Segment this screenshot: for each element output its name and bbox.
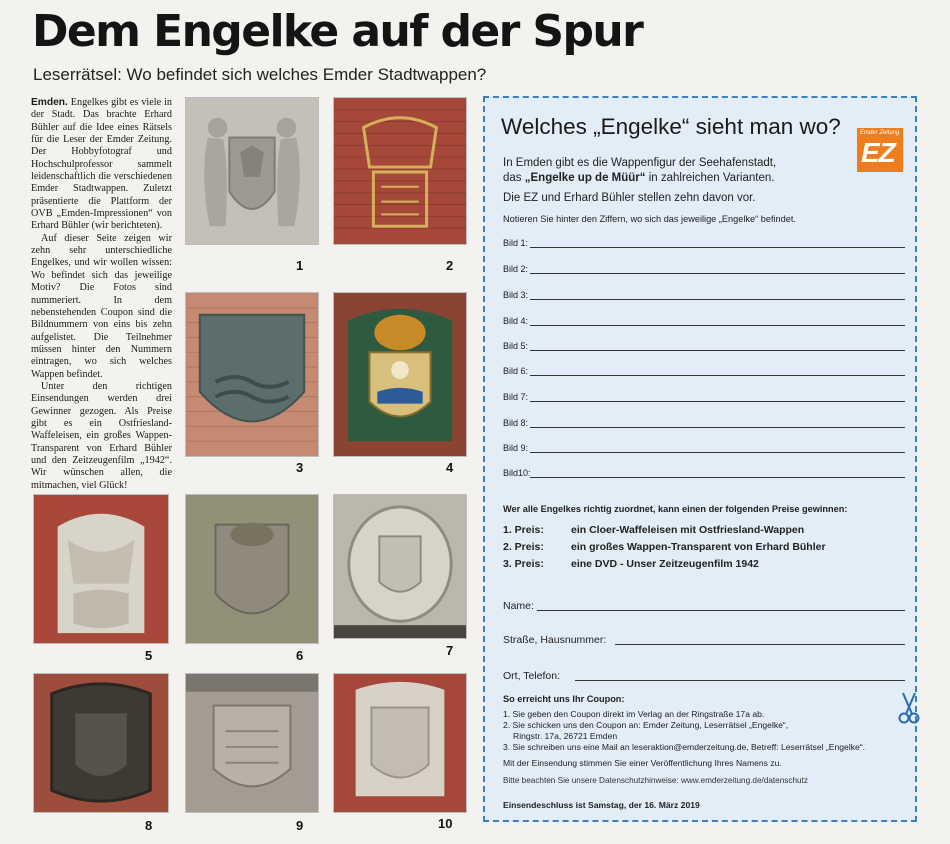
photo-5-winged-relief <box>33 494 169 644</box>
photo-number-4: 4 <box>446 460 454 475</box>
photo-3-bronze-shield <box>185 292 319 457</box>
bild-row-3[interactable] <box>503 284 905 302</box>
intro-pre: das <box>503 172 525 184</box>
prize-text: ein großes Wappen-Transparent von Erhard Bühler <box>571 541 826 553</box>
article-paragraph-2: Auf dieser Seite zeigen wir zehn sehr unterschiedliche Engelkes, und wir wollen wissen: Wo befindet sich das jeweilige Motiv? Die Fotos sind nummeriert. In dem nebenstehenden Coupon sind die Bildnummern von eins bis zehn aufgelistet. Die Teilnehmer müssen hinter den Nummern eintragen, wo sich welches Wappen befindet. <box>31 232 172 380</box>
photo-6-mossy-relief <box>185 494 319 644</box>
prize-label: 3. Preis: <box>503 558 544 570</box>
photo-number-2: 2 <box>446 258 454 273</box>
prize-label: 1. Preis: <box>503 524 544 536</box>
name-label: Name: <box>503 600 534 612</box>
bild-label: Bild 9: <box>503 443 529 453</box>
photo-number-1: 1 <box>296 258 304 273</box>
submission-steps <box>503 709 903 753</box>
answer-line[interactable] <box>530 299 905 300</box>
bild-label: Bild 8: <box>503 418 529 428</box>
photo-10-brick-relief <box>333 673 467 813</box>
subheadline: Leserrätsel: Wo befindet sich welches Emder Stadtwappen? <box>33 65 487 84</box>
city-line[interactable] <box>575 680 905 681</box>
prize-2 <box>503 541 826 553</box>
bild-row-8[interactable] <box>503 412 905 430</box>
bild-row-10[interactable] <box>503 462 905 480</box>
article-paragraph-1 <box>31 97 172 233</box>
bild-row-2[interactable] <box>503 258 905 276</box>
coupon-intro-line-1: In Emden gibt es die Wappenfigur der Seehafenstadt, <box>503 157 777 169</box>
bild-row-1[interactable] <box>503 232 905 250</box>
answer-line[interactable] <box>530 247 905 248</box>
prize-1 <box>503 524 804 536</box>
prize-text: eine DVD - Unser Zeitzeugenfilm 1942 <box>571 558 759 570</box>
photo-number-10: 10 <box>438 816 453 831</box>
intro-bold: „Engelke up de Müür“ <box>524 172 646 184</box>
article-paragraph-3: Unter den richtigen Einsendungen werden drei Gewinner gezogen. Als Preise gibt es ein Ostfriesland-Waffeleisen, ein großes Wappen-Transparent von Erhard Bühler und den Zeitzeugenfilm „1942“. Wir wünschen allen, die mitmachen, viel Glück! <box>31 380 172 491</box>
name-field[interactable] <box>503 596 905 614</box>
photo-2-brick-mosaic <box>333 97 467 245</box>
bild-row-7[interactable] <box>503 386 905 404</box>
ez-logo <box>857 128 903 172</box>
deadline: Einsendeschluss ist Samstag, der 16. März 2019 <box>503 800 700 810</box>
bild-label: Bild 5: <box>503 341 529 351</box>
intro-post: in zahlreichen Varianten. <box>645 172 775 184</box>
street-field[interactable] <box>503 630 905 648</box>
logo-big-text: EZ <box>861 137 895 168</box>
prize-text: ein Cloer-Waffeleisen mit Ostfriesland-Wappen <box>571 524 805 536</box>
photo-number-6: 6 <box>296 648 304 663</box>
photo-number-7: 7 <box>446 643 454 658</box>
city-field[interactable] <box>503 666 905 684</box>
bild-label: Bild 2: <box>503 264 529 274</box>
how-heading: So erreicht uns Ihr Coupon: <box>503 694 625 704</box>
photo-7-round-medallion <box>333 494 467 639</box>
answer-line[interactable] <box>530 427 905 428</box>
bild-row-9[interactable] <box>503 437 905 455</box>
photo-number-3: 3 <box>296 460 304 475</box>
photo-8-dark-cartouche <box>33 673 169 813</box>
prize-3 <box>503 558 759 570</box>
coupon-note: Notieren Sie hinter den Ziffern, wo sich das jeweilige „Engelke“ befindet. <box>503 214 796 224</box>
coupon-intro <box>503 156 776 186</box>
photo-4-colored-crest <box>333 292 467 457</box>
street-label: Straße, Hausnummer: <box>503 634 607 646</box>
step-3: 3. Sie schreiben uns eine Mail an leseraktion@emderzeitung.de, Betreff: Leserrätsel „Engelke“. <box>503 742 866 752</box>
answer-line[interactable] <box>530 401 905 402</box>
bild-label: Bild 4: <box>503 316 529 326</box>
answer-line[interactable] <box>530 273 905 274</box>
answer-line[interactable] <box>530 375 905 376</box>
city-label: Ort, Telefon: <box>503 670 561 682</box>
logo-small-text: Emder Zeitung <box>860 130 900 136</box>
bild-row-4[interactable] <box>503 310 905 328</box>
bild-label: Bild 7: <box>503 392 529 402</box>
coupon-title: Welches „Engelke“ sieht man wo? <box>501 114 841 139</box>
coupon-intro-line-3: Die EZ und Erhard Bühler stellen zehn davon vor. <box>503 192 756 204</box>
dateline: Emden. <box>31 97 68 108</box>
photo-number-8: 8 <box>145 818 153 833</box>
photo-number-9: 9 <box>296 818 304 833</box>
privacy-note: Bitte beachten Sie unsere Datenschutzhinweise: www.emderzeitung.de/datenschutz <box>503 776 808 785</box>
answer-line[interactable] <box>530 477 905 478</box>
bild-row-6[interactable] <box>503 360 905 378</box>
prize-heading: Wer alle Engelkes richtig zuordnet, kann einen der folgenden Preise gewinnen: <box>503 504 848 514</box>
step-2: 2. Sie schicken uns den Coupon an: Emder Zeitung, Leserrätsel „Engelke“, <box>503 720 789 730</box>
answer-line[interactable] <box>530 452 905 453</box>
coupon-intro-line-2 <box>503 171 776 186</box>
bild-label: Bild 6: <box>503 366 529 376</box>
headline: Dem Engelke auf der Spur <box>32 6 643 57</box>
prize-label: 2. Preis: <box>503 541 544 553</box>
article-p1-text: Engelkes gibt es viele in der Stadt. Das brachte Erhard Bühler auf die Idee eines Rätsels für die Leser der Emder Zeitung. Der Hobbyfotograf und Hochschulprofessor sammelt leidenschaftlich die verschiedenen Emder Stadtwappen. Zuletzt präsentierte die Plattform der OVB „Emden-Impressionen“ von Erhard Bühler (wir berichteten). <box>31 97 173 232</box>
step-1: 1. Sie geben den Coupon direkt im Verlag an der Ringstraße 17a ab. <box>503 709 765 719</box>
name-line[interactable] <box>537 610 905 611</box>
photo-1-relief-cherubs <box>185 97 319 245</box>
bild-label: Bild10: <box>503 468 531 478</box>
answer-line[interactable] <box>530 325 905 326</box>
bild-label: Bild 1: <box>503 238 529 248</box>
coupon <box>483 96 917 822</box>
photo-number-5: 5 <box>145 648 153 663</box>
photo-9-stone-shield <box>185 673 319 813</box>
bild-label: Bild 3: <box>503 290 529 300</box>
answer-line[interactable] <box>530 350 905 351</box>
bild-row-5[interactable] <box>503 335 905 353</box>
scissors-icon <box>897 690 921 724</box>
consent-note: Mit der Einsendung stimmen Sie einer Veröffentlichung Ihres Namens zu. <box>503 758 782 768</box>
step-2-address: Ringstr. 17a, 26721 Emden <box>513 731 618 741</box>
street-line[interactable] <box>615 644 905 645</box>
article-text <box>31 97 172 492</box>
